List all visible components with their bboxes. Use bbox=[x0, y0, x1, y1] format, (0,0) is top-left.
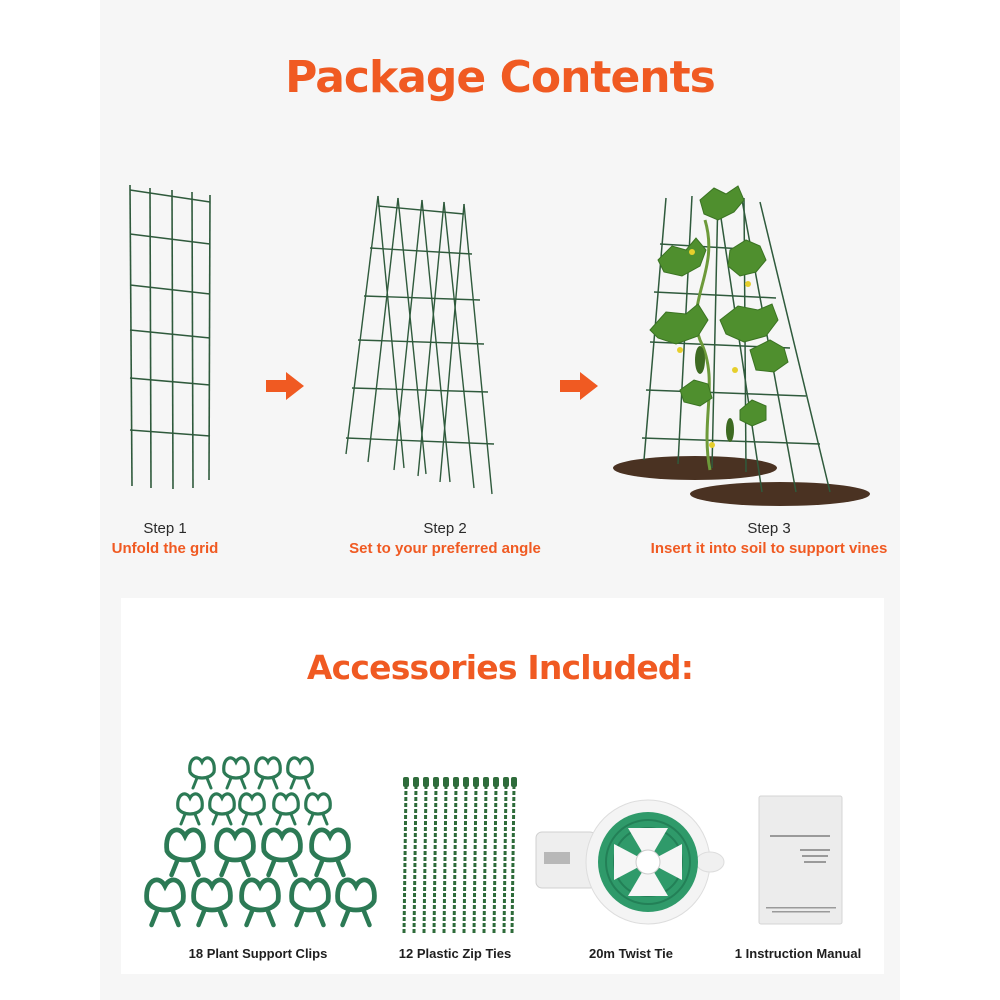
step-number: Step 3 bbox=[747, 520, 791, 537]
zip-tie-icon bbox=[398, 775, 518, 935]
step-description: Unfold the grid bbox=[111, 540, 219, 557]
arrow-right-icon bbox=[560, 370, 600, 402]
accessory-label: 1 Instruction Manual bbox=[734, 946, 862, 961]
step-1 bbox=[15, 520, 315, 557]
step-description: Insert it into soil to support vines bbox=[650, 540, 888, 557]
planted-trellis-with-vines-image bbox=[600, 180, 880, 510]
step-3 bbox=[619, 520, 919, 557]
plant-clip-icon bbox=[140, 752, 380, 937]
step-description: Set to your preferred angle bbox=[349, 540, 541, 557]
step-2 bbox=[295, 520, 595, 557]
page-title: Package Contents bbox=[285, 52, 715, 103]
manual-icon bbox=[758, 795, 843, 925]
accessory-label: 20m Twist Tie bbox=[588, 946, 674, 961]
accessories-title: Accessories Included: bbox=[306, 648, 694, 687]
step-number: Step 1 bbox=[143, 520, 187, 537]
arrow-right-icon bbox=[266, 370, 306, 402]
accessory-label: 12 Plastic Zip Ties bbox=[398, 946, 512, 961]
twist-tie-reel-icon bbox=[530, 800, 725, 930]
flat-trellis-grid-image bbox=[118, 180, 228, 500]
a-frame-trellis-image bbox=[340, 192, 500, 502]
accessory-label: 18 Plant Support Clips bbox=[188, 946, 328, 961]
step-number: Step 2 bbox=[423, 520, 467, 537]
